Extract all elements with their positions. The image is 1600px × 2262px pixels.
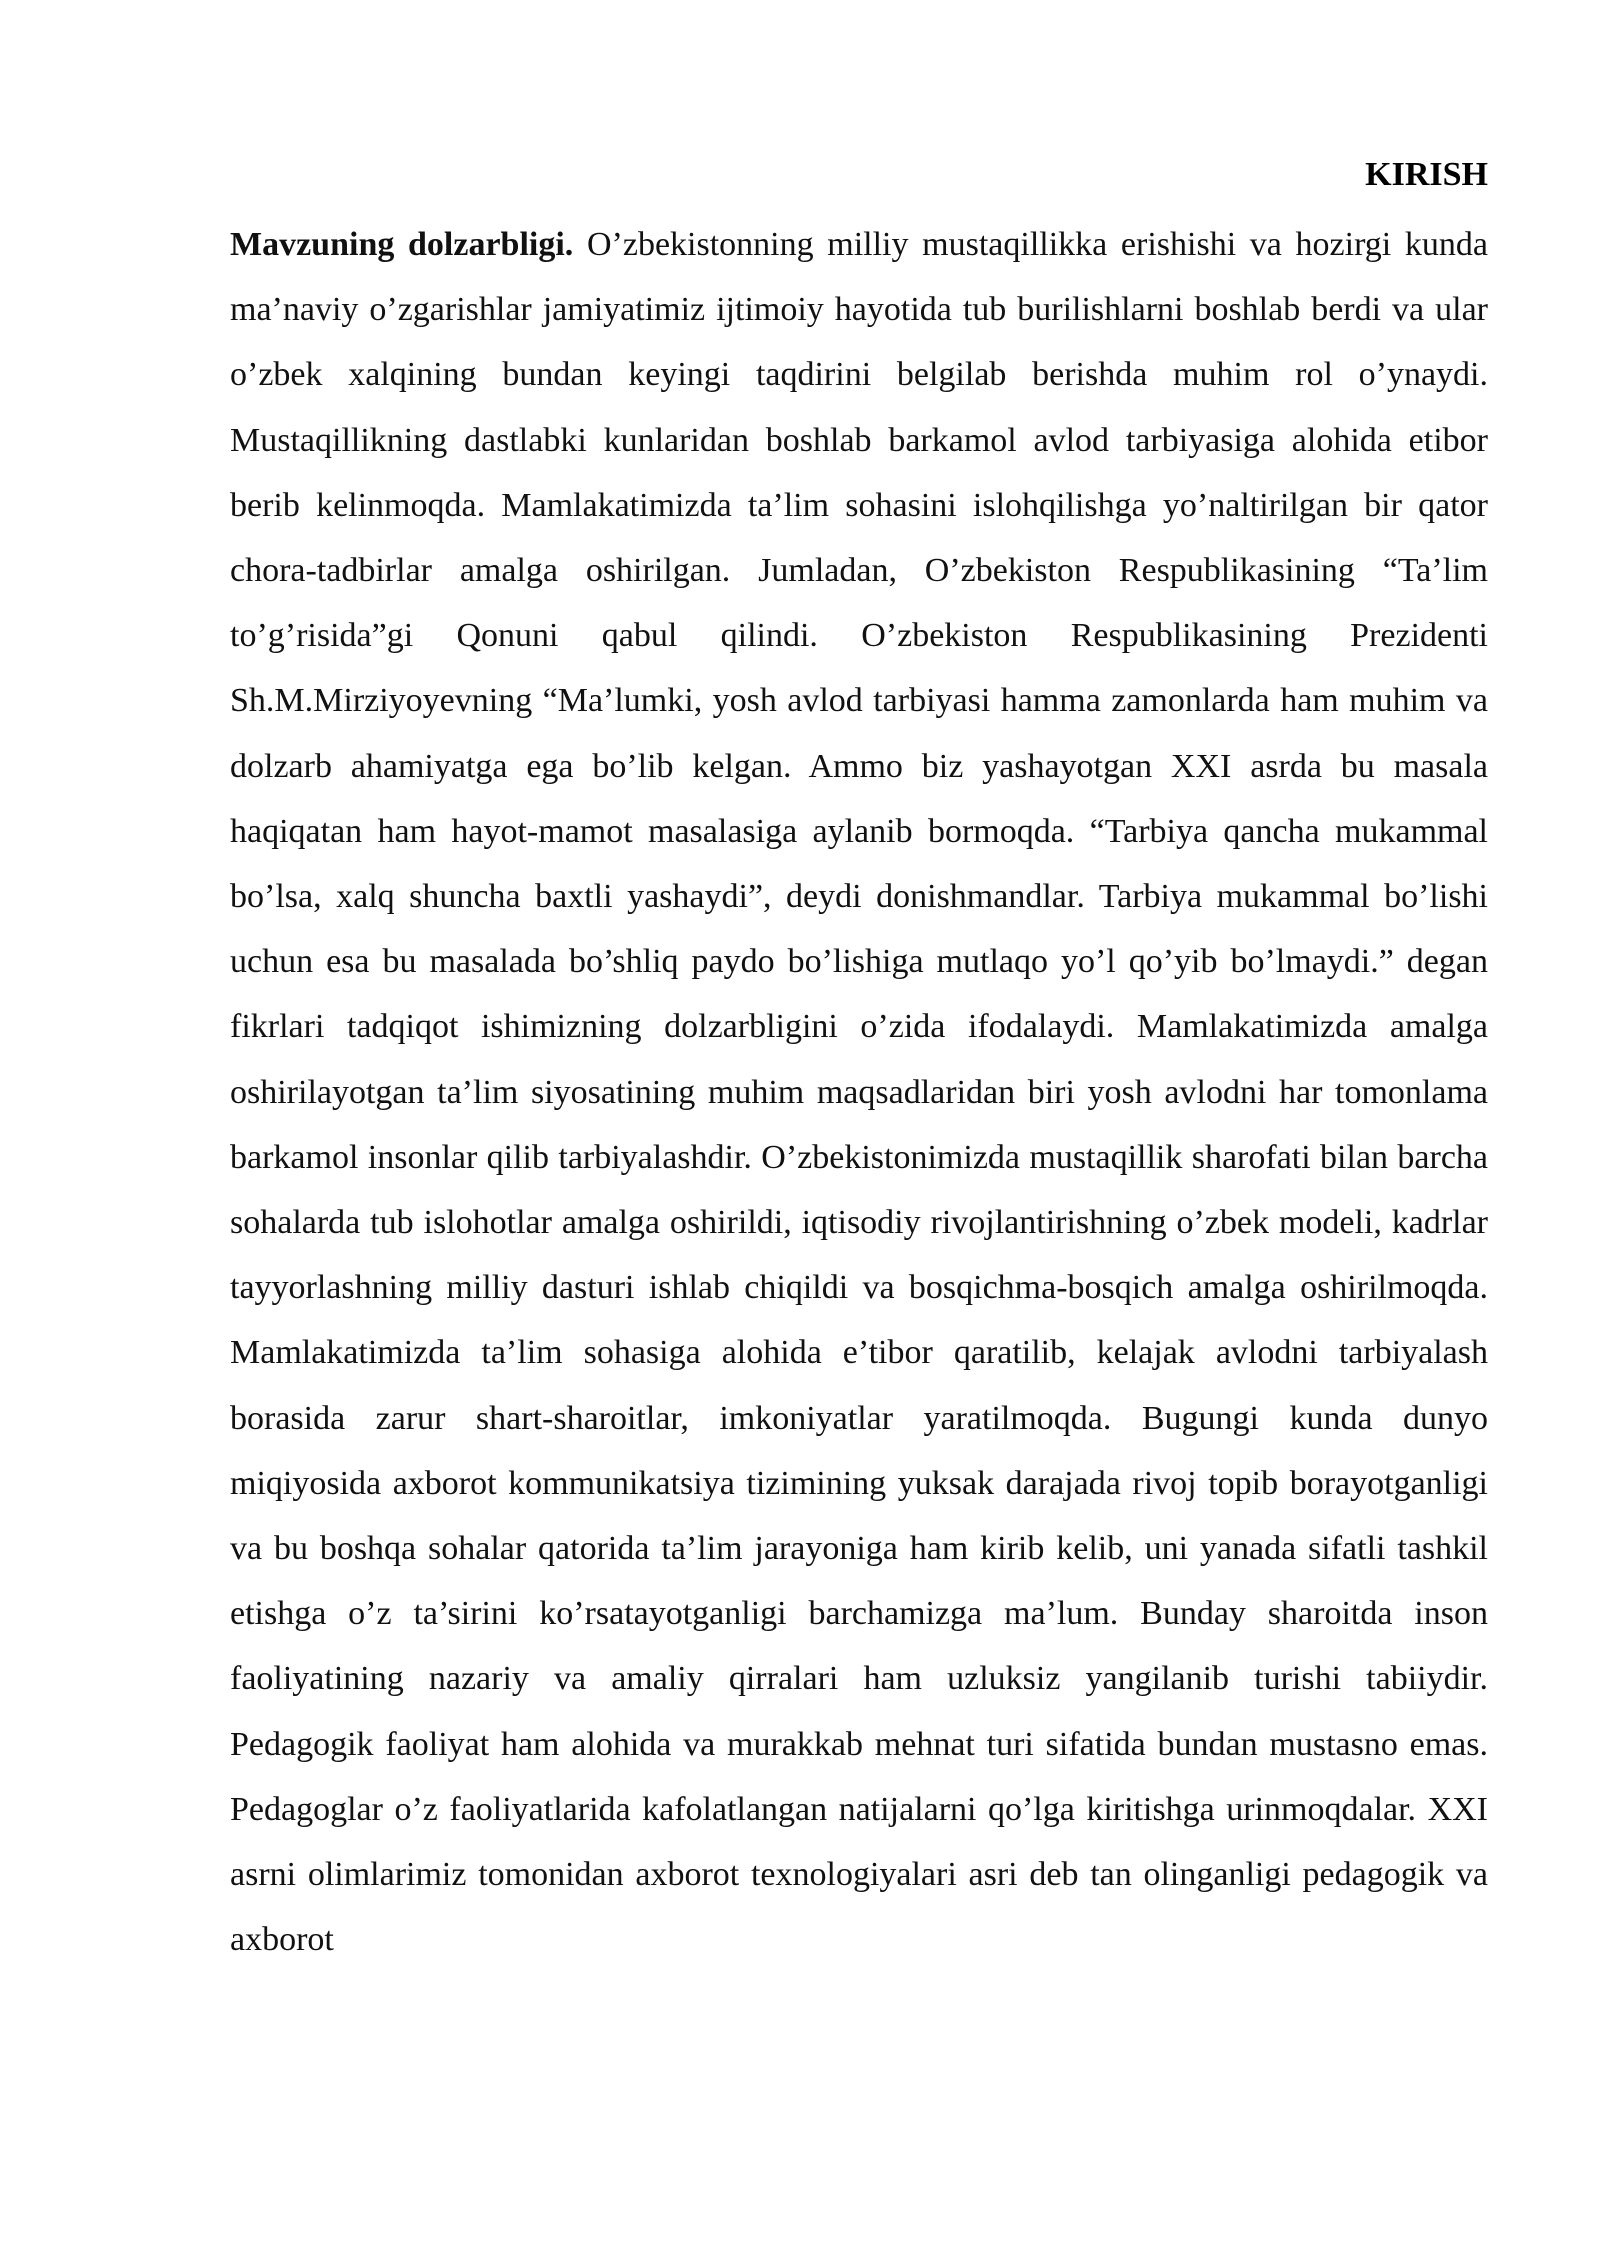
body-paragraph [230,212,1488,1972]
paragraph-text: O’zbekistonning milliy mustaqillikka erishishi va hozirgi kunda ma’naviy o’zgarishlar jamiyatimiz ijtimoiy hayotida tub burilishlarni boshlab berdi va ular o’zbek xalqining bundan keyingi taqdirini belgilab berishda muhim rol o’ynaydi. Mustaqillikning dastlabki kunlaridan boshlab barkamol avlod tarbiyasiga alohida etibor berib kelinmoqda. Mamlakatimizda ta’lim sohasini islohqilishga yo’naltirilgan bir qator chora-tadbirlar amalga oshirilgan. Jumladan, O’zbekiston Respublikasining “Ta’lim to’g’risida”gi Qonuni qabul qilindi. O’zbekiston Respublikasining Prezidenti Sh.M.Mirziyoyevning “Ma’lumki, yosh avlod tarbiyasi hamma zamonlarda ham muhim va dolzarb ahamiyatga ega bo’lib kelgan. Ammo biz yashayotgan XXI asrda bu masala haqiqatan ham hayot-mamot masalasiga aylanib bormoqda. “Tarbiya qancha mukammal bo’lsa, xalq shuncha baxtli yashaydi”, deydi donishmandlar. Tarbiya mukammal bo’lishi uchun esa bu masalada bo’shliq paydo bo’lishiga mutlaqo yo’l qo’yib bo’lmaydi.” degan fikrlari tadqiqot ishimizning dolzarbligini o’zida ifodalaydi. Mamlakatimizda amalga oshirilayotgan ta’lim siyosatining muhim maqsadlaridan biri yosh avlodni har tomonlama barkamol insonlar qilib tarbiyalashdir. O’zbekistonimizda mustaqillik sharofati bilan barcha sohalarda tub islohotlar amalga oshirildi, iqtisodiy rivojlantirishning o’zbek modeli, kadrlar tayyorlashning milliy dasturi ishlab chiqildi va bosqichma-bosqich amalga oshirilmoqda. Mamlakatimizda ta’lim sohasiga alohida e’tibor qaratilib, kelajak avlodni tarbiyalash borasida zarur shart-sharoitlar, imkoniyatlar yaratilmoqda. Bugungi kunda dunyo miqiyosida axborot kommunikatsiya tizimining yuksak darajada rivoj topib borayotganligi va bu boshqa sohalar qatorida ta’lim jarayoniga ham kirib kelib, uni yanada sifatli tashkil etishga o’z ta’sirini ko’rsatayotganligi barchamizga ma’lum. Bunday sharoitda inson faoliyatining nazariy va amaliy qirralari ham uzluksiz yangilanib turishi tabiiydir. Pedagogik faoliyat ham alohida va murakkab mehnat turi sifatida bundan mustasno emas. Pedagoglar o’z faoliyatlarida kafolatlangan natijalarni qo’lga kiritishga urinmoqdalar. XXI asrni olimlarimiz tomonidan axborot texnologiyalari asri deb tan olinganligi pedagogik va axborot [230,226,1488,1959]
lead-label: Mavzuning dolzarbligi. [230,226,574,263]
page-heading: KIRISH [1365,156,1488,193]
